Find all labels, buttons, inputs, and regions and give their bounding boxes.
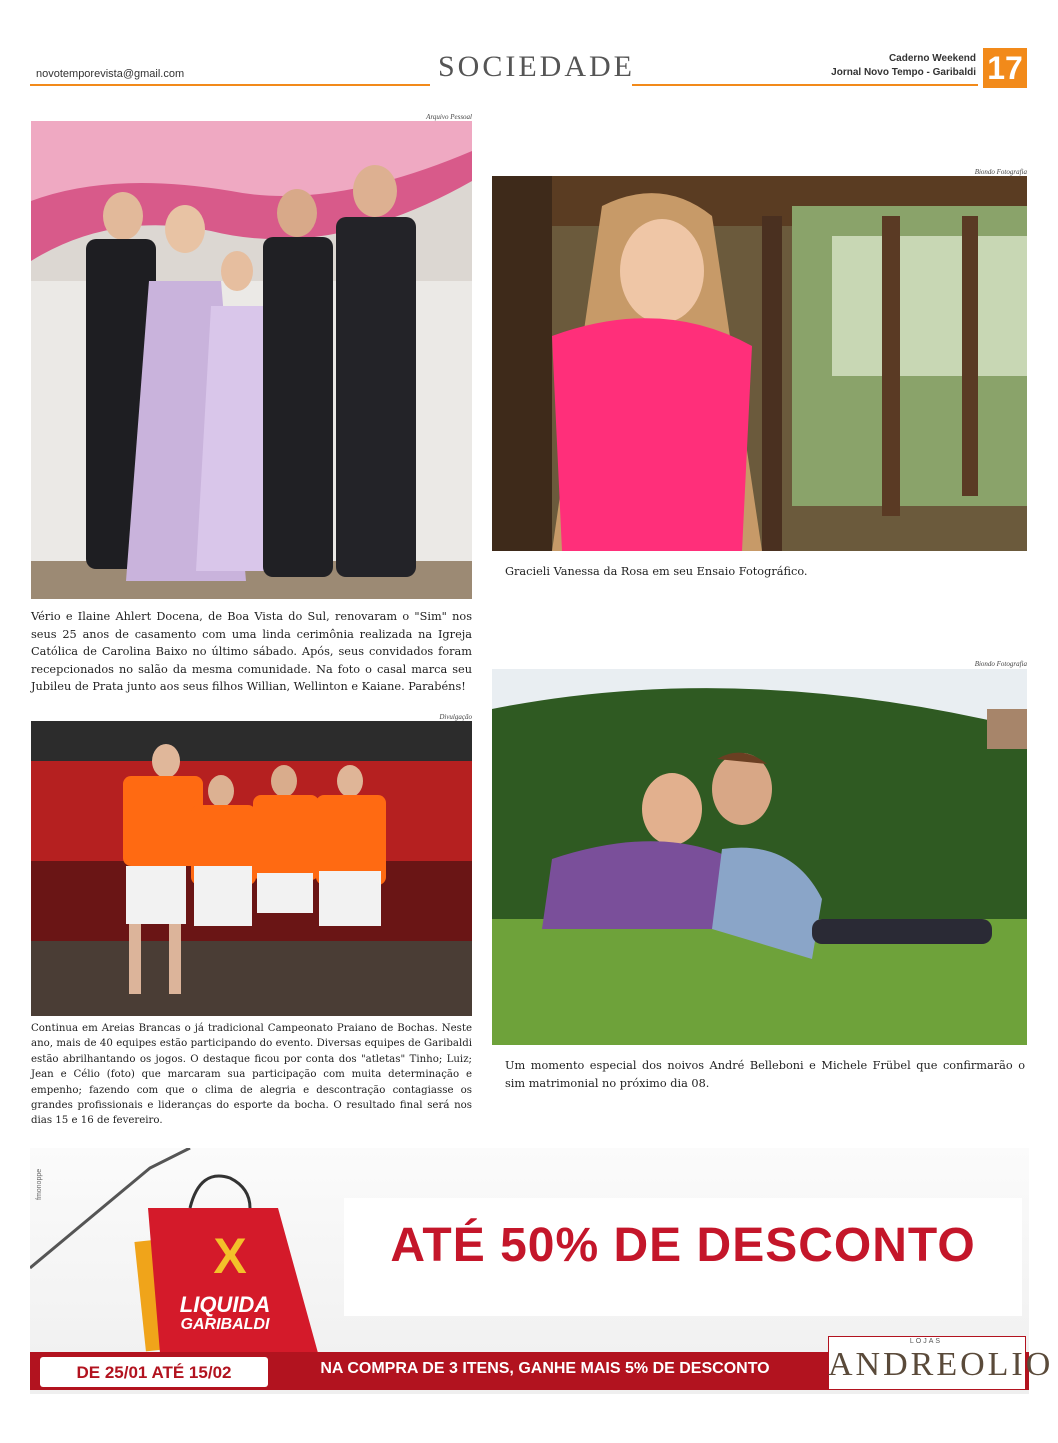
bag-label-line-1: LIQUIDA [179,1292,271,1317]
couple-caption: Um momento especial dos noivos André Belleboni e Michele Frübel que confirmarão o sim matrimonial no próximo dia 08. [505,1059,1025,1090]
photo-credit-1: Arquivo Pessoal [426,113,472,121]
family-photo-image [31,121,472,599]
header-rule-left [30,84,430,86]
page-number: 17 [983,48,1027,88]
edition-line-2: Jornal Novo Tempo - Garibaldi [831,67,976,78]
ad-promo-text: NA COMPRA DE 3 ITENS, GANHE MAIS 5% DE DESCONTO [320,1360,770,1377]
section-title: SOCIEDADE [438,50,635,83]
photo-credit-3: Biondo Fotografia [974,168,1027,176]
photo-credit-4: Biondo Fotografia [974,660,1027,668]
couple-photo [492,669,1027,1045]
portrait-image [492,176,1027,551]
contact-email[interactable]: novotemporevista@gmail.com [36,68,185,80]
bocha-team-photo [31,721,472,1016]
edition-info [831,52,976,80]
family-caption: Vério e Ilaine Ahlert Docena, de Boa Vista do Sul, renovaram o "Sim" nos seus 25 anos de casamento com uma linda cerimônia realizada na Igreja Católica de Carolina Baixo no último sábado. Após, seus convidados foram recepcionados no salão da mesma comunidade. Na foto o casal marca seu Jubileu de Prata junto aos seus filhos Willian, Wellinton e Kaiane. Parabéns! [31,610,472,693]
bag-label-line-2: GARIBALDI [180,1316,270,1333]
bag-x-icon: X [213,1228,247,1284]
store-logo-prefix: LOJAS [909,1338,943,1345]
family-photo [31,121,472,599]
bocha-team-image [31,721,472,1016]
ad-agency-credit: fmonoppe [36,1168,43,1200]
edition-line-1: Caderno Weekend [888,53,976,64]
portrait-photo [492,176,1027,551]
store-logo: ANDREOLIO [828,1346,1054,1383]
photo-credit-2: Divulgação [439,713,472,721]
bocha-caption: Continua em Areias Brancas o já tradicional Campeonato Praiano de Bochas. Neste ano, mais de 40 equipes estão participando do evento. Diversas equipes de Garibaldi estão abrilhantando os jogos. O destaque ficou por conta dos "atletas" Tinho; Luiz; Jean e Célio (foto) que marcaram sua participação com muita determinação e empenho; fazendo com que o clima de alegria e descontração contagiasse os grandes profissionais e lideranças do esporte da bocha. O resultado final será nos dias 15 e 16 de fevereiro. [31,1023,472,1127]
couple-image [492,669,1027,1045]
ad-dates: DE 25/01 ATÉ 15/02 [76,1363,232,1382]
portrait-caption: Gracieli Vanessa da Rosa em seu Ensaio Fotográfico. [505,565,808,578]
ad-headline: ATÉ 50% DE DESCONTO [390,1219,976,1272]
header-rule-right [632,84,978,86]
